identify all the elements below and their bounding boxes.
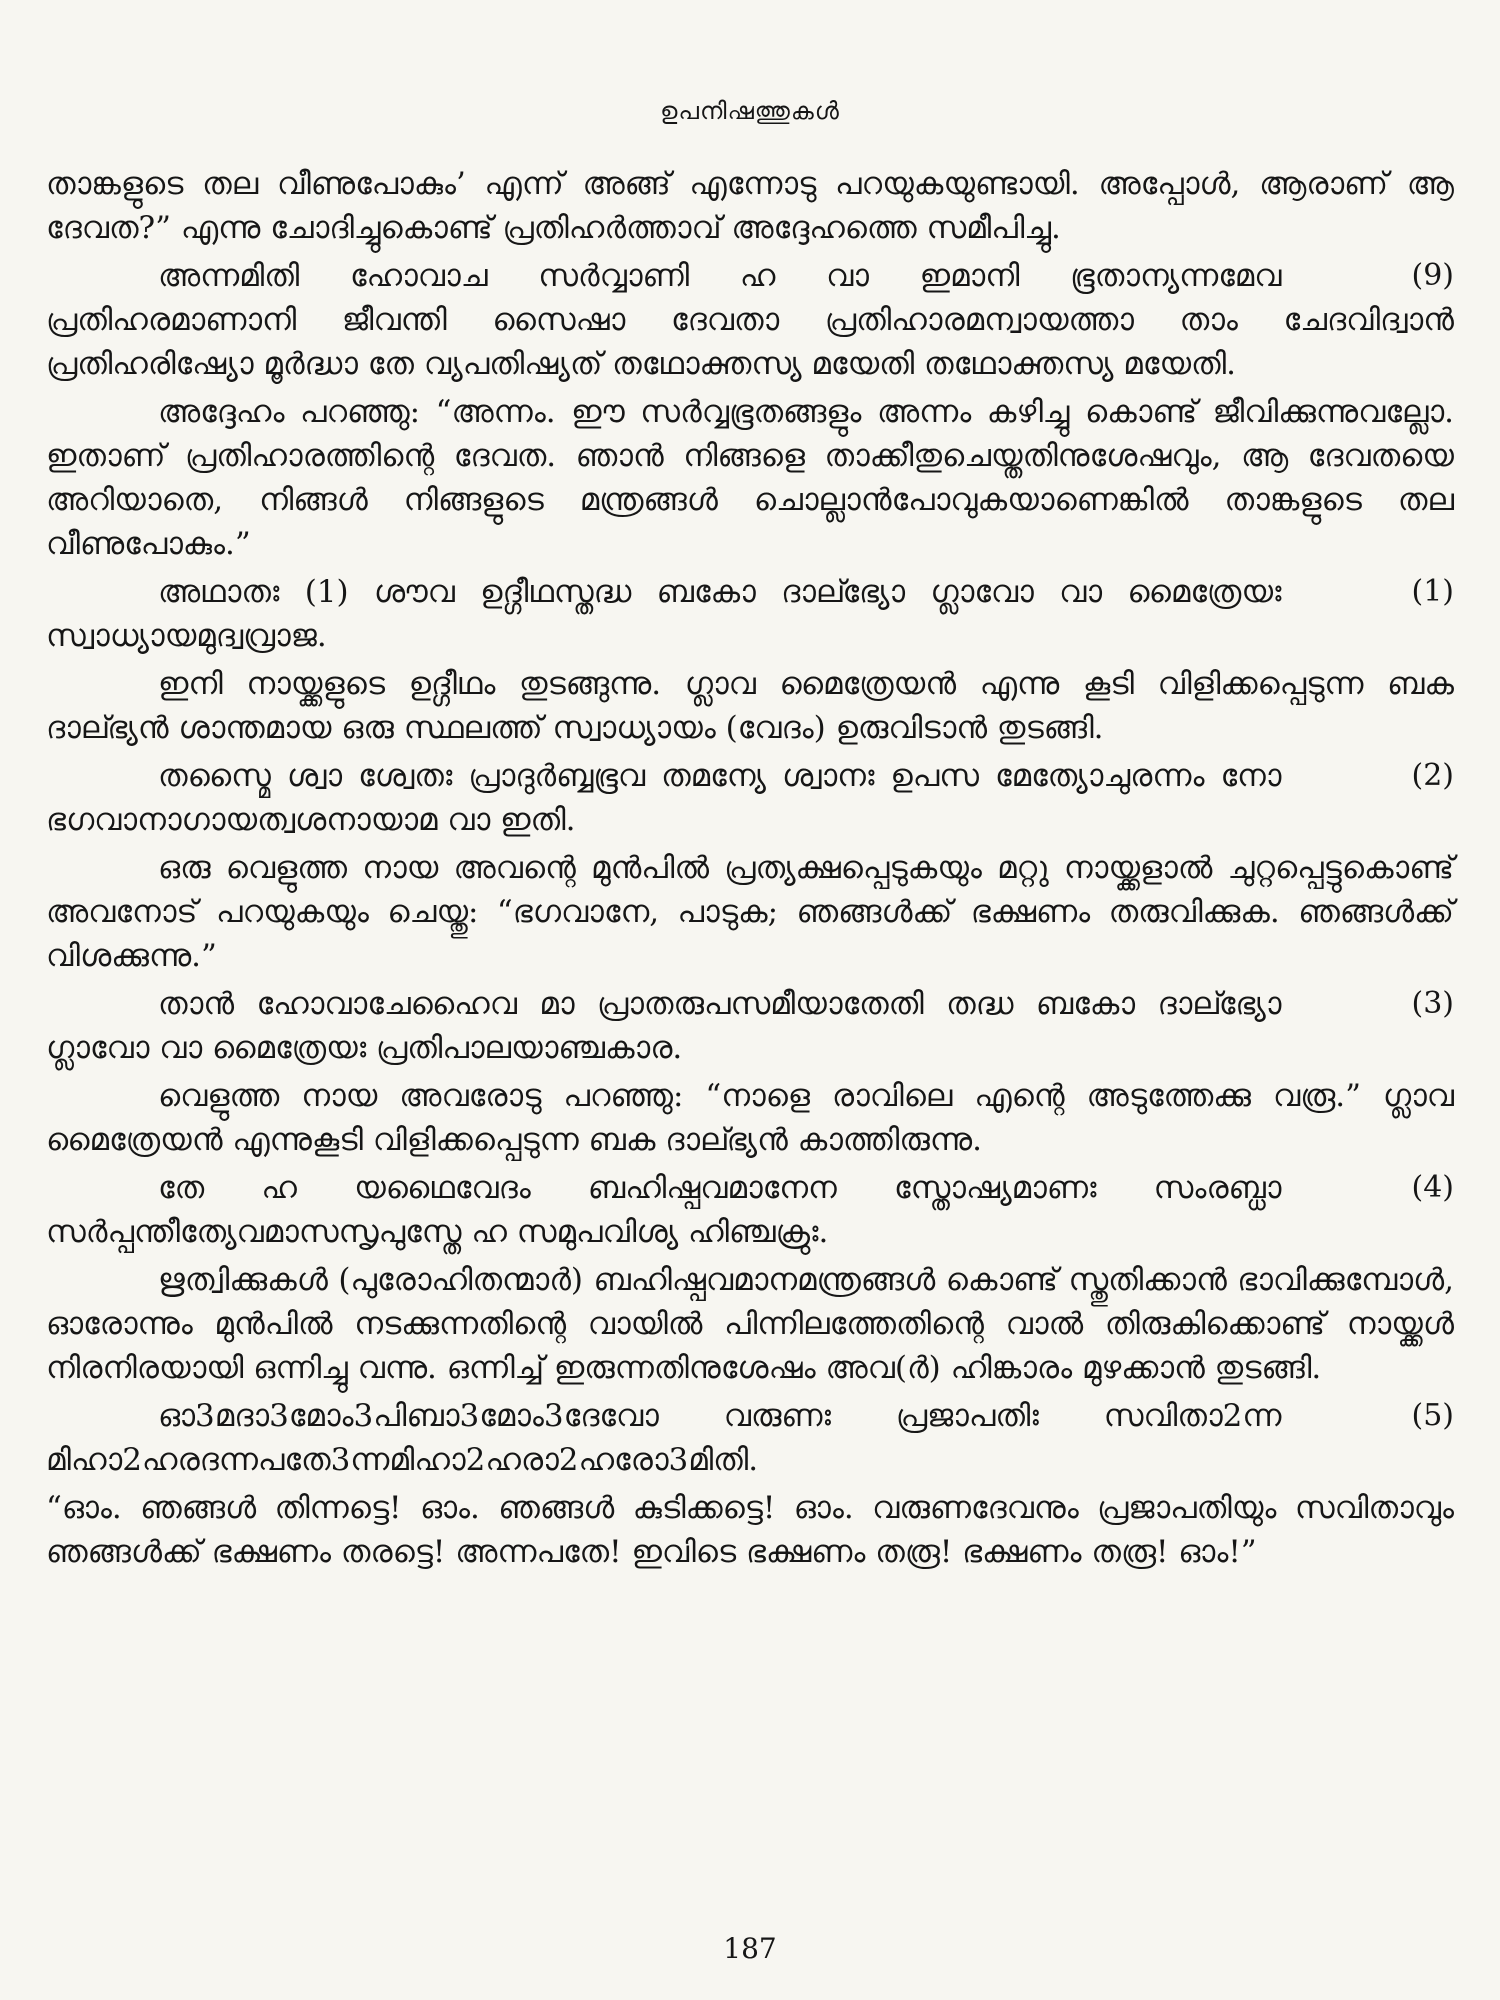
paragraph-1: [46, 162, 1454, 250]
paragraph-4: [46, 846, 1454, 978]
page-number: 187: [723, 1932, 777, 1965]
paragraph-4-text: ഒരു വെളുത്ത നായ അവന്റെ മുൻപിൽ പ്രത്യക്ഷപ്പെടുകയും മറ്റു നായ്ക്കളാൽ ചുറ്റപ്പെട്ടുകൊണ്ട് അവനോട് പറയുകയും ചെയ്തു: “ഭഗവാനേ, പാടുക; ഞങ്ങൾക്ക് ഭക്ഷണം തരുവിക്കുക. ഞങ്ങൾക്ക് വിശക്കുന്നു.”: [46, 850, 1454, 974]
verse-5: [46, 1394, 1454, 1482]
verse-number: (3): [1411, 986, 1454, 1021]
paragraph-6: [46, 1258, 1454, 1390]
verse-5-text: ഓ3മദാ3മോം3പിബാ3മോം3ദേവോ വരുണഃ പ്രജാപതിഃ സവിതാ2ന്ന മിഹാ2ഹരദന്നപതേ3ന്നമിഹാ2ഹരാ2ഹരോ3മിതി.: [46, 1398, 1282, 1478]
verse-4: [46, 1166, 1454, 1254]
running-head: ഉപനിഷത്തുകൾ: [660, 97, 840, 125]
verse-1-text: അഥാതഃ (1) ശൗവ ഉദ്ഗീഥസ്തദ്ധ ബകോ ദാല്ഭ്യോ ഗ്ലാവോ വാ മൈത്രേയഃ സ്വാധ്യായമുദ്വവ്രാജ.: [46, 574, 1282, 654]
verse-9: [46, 254, 1454, 386]
paragraph-3: [46, 662, 1454, 750]
verse-number: (2): [1411, 758, 1454, 793]
verse-3-text: താൻ ഹോവാചേഹൈവ മാ പ്രാതരുപസമീയാതേതി തദ്ധ ബകോ ദാല്ഭ്യോ ഗ്ലാവോ വാ മൈത്രേയഃ പ്രതിപാലയാഞ്ചകാര.: [46, 986, 1282, 1066]
verse-3: [46, 982, 1454, 1070]
verse-number: (1): [1411, 574, 1454, 609]
paragraph-2: [46, 390, 1454, 566]
paragraph-2-text: അദ്ദേഹം പറഞ്ഞു: “അന്നം. ഈ സർവ്വഭൂതങ്ങളും അന്നം കഴിച്ചു കൊണ്ട് ജീവിക്കുന്നുവല്ലോ. ഇതാണ് പ്രതിഹാരത്തിന്റെ ദേവത. ഞാൻ നിങ്ങളെ താക്കീതുചെയ്തതിനുശേഷവും, ആ ദേവതയെ അറിയാതെ, നിങ്ങൾ നിങ്ങളുടെ മന്ത്രങ്ങൾ ചൊല്ലാൻപോവുകയാണെങ്കിൽ താങ്കളുടെ തല വീണുപോകും.”: [46, 394, 1454, 562]
verse-number: (5): [1411, 1398, 1454, 1433]
verse-4-text: തേ ഹ യഥൈവേദം ബഹിഷ്പവമാനേന സ്തോഷ്യമാണഃ സംരബ്ധാ സർപ്പന്തീത്യേവമാസസൃപുസ്തേ ഹ സമുപവിശ്യ ഹിഞ്ചക്രുഃ.: [46, 1170, 1282, 1250]
page-body: [46, 162, 1454, 1578]
verse-number: (9): [1411, 258, 1454, 293]
paragraph-7-text: “ഓം. ഞങ്ങൾ തിന്നട്ടെ! ഓം. ഞങ്ങൾ കുടിക്കട്ടെ! ഓം. വരുണദേവനും പ്രജാപതിയും സവിതാവും ഞങ്ങൾക്ക് ഭക്ഷണം തരട്ടെ! അന്നപതേ! ഇവിടെ ഭക്ഷണം തരൂ! ഭക്ഷണം തരൂ! ഓം!”: [46, 1490, 1454, 1570]
verse-number: (4): [1411, 1170, 1454, 1205]
paragraph-5-text: വെളുത്ത നായ അവരോടു പറഞ്ഞു: “നാളെ രാവിലെ എന്റെ അടുത്തേക്കു വരൂ.” ഗ്ലാവ മൈത്രേയൻ എന്നുകൂടി വിളിക്കപ്പെടുന്ന ബക ദാല്ഭ്യൻ കാത്തിരുന്നു.: [46, 1078, 1454, 1158]
paragraph-1-text: താങ്കളുടെ തല വീണുപോകും’ എന്ന് അങ്ങ് എന്നോടു പറയുകയുണ്ടായി. അപ്പോൾ, ആരാണ് ആ ദേവത?” എന്നു ചോദിച്ചുകൊണ്ട് പ്രതിഹർത്താവ് അദ്ദേഹത്തെ സമീപിച്ചു.: [46, 166, 1454, 246]
paragraph-6-text: ഋത്വിക്കുകൾ (പുരോഹിതന്മാർ) ബഹിഷ്പവമാനമന്ത്രങ്ങൾ കൊണ്ട് സ്തുതിക്കാൻ ഭാവിക്കുമ്പോൾ, ഓരോന്നും മുൻപിൽ നടക്കുന്നതിന്റെ വായിൽ പിന്നിലത്തേതിന്റെ വാൽ തിരുകിക്കൊണ്ട് നായ്ക്കൾ നിരനിരയായി ഒന്നിച്ചു വന്നു. ഒന്നിച്ച് ഇരുന്നതിനുശേഷം അവ(ർ) ഹിങ്കാരം മുഴക്കാൻ തുടങ്ങി.: [46, 1262, 1454, 1386]
verse-9-text: അന്നമിതി ഹോവാച സർവ്വാണി ഹ വാ ഇമാനി ഭൂതാന്യന്നമേവ പ്രതിഹരമാണാനി ജീവന്തി സൈഷാ ദേവതാ പ്രതിഹാരമന്വായത്താ താം ചേദവിദ്വാൻ പ്രതിഹരിഷ്യോ മൂർദ്ധാ തേ വ്യപതിഷ്യത് തഥോക്തസ്യ മയേതി തഥോക്തസ്യ മയേതി.: [46, 258, 1454, 382]
verse-2: [46, 754, 1454, 842]
paragraph-7: [46, 1486, 1454, 1574]
verse-2-text: തസ്മൈ ശ്വാ ശ്വേതഃ പ്രാദുർബ്ബഭൂവ തമന്യേ ശ്വാനഃ ഉപസ മേത്യോചുരന്നം നോ ഭഗവാനാഗായത്വശനായാമ വാ ഇതി.: [46, 758, 1282, 838]
paragraph-3-text: ഇനി നായ്ക്കളുടെ ഉദ്ഗീഥം തുടങ്ങുന്നു. ഗ്ലാവ മൈത്രേയൻ എന്നു കൂടി വിളിക്കപ്പെടുന്ന ബക ദാല്ഭ്യൻ ശാന്തമായ ഒരു സ്ഥലത്ത് സ്വാധ്യായം (വേദം) ഉരുവിടാൻ തുടങ്ങി.: [46, 666, 1454, 746]
paragraph-5: [46, 1074, 1454, 1162]
verse-1: [46, 570, 1454, 658]
